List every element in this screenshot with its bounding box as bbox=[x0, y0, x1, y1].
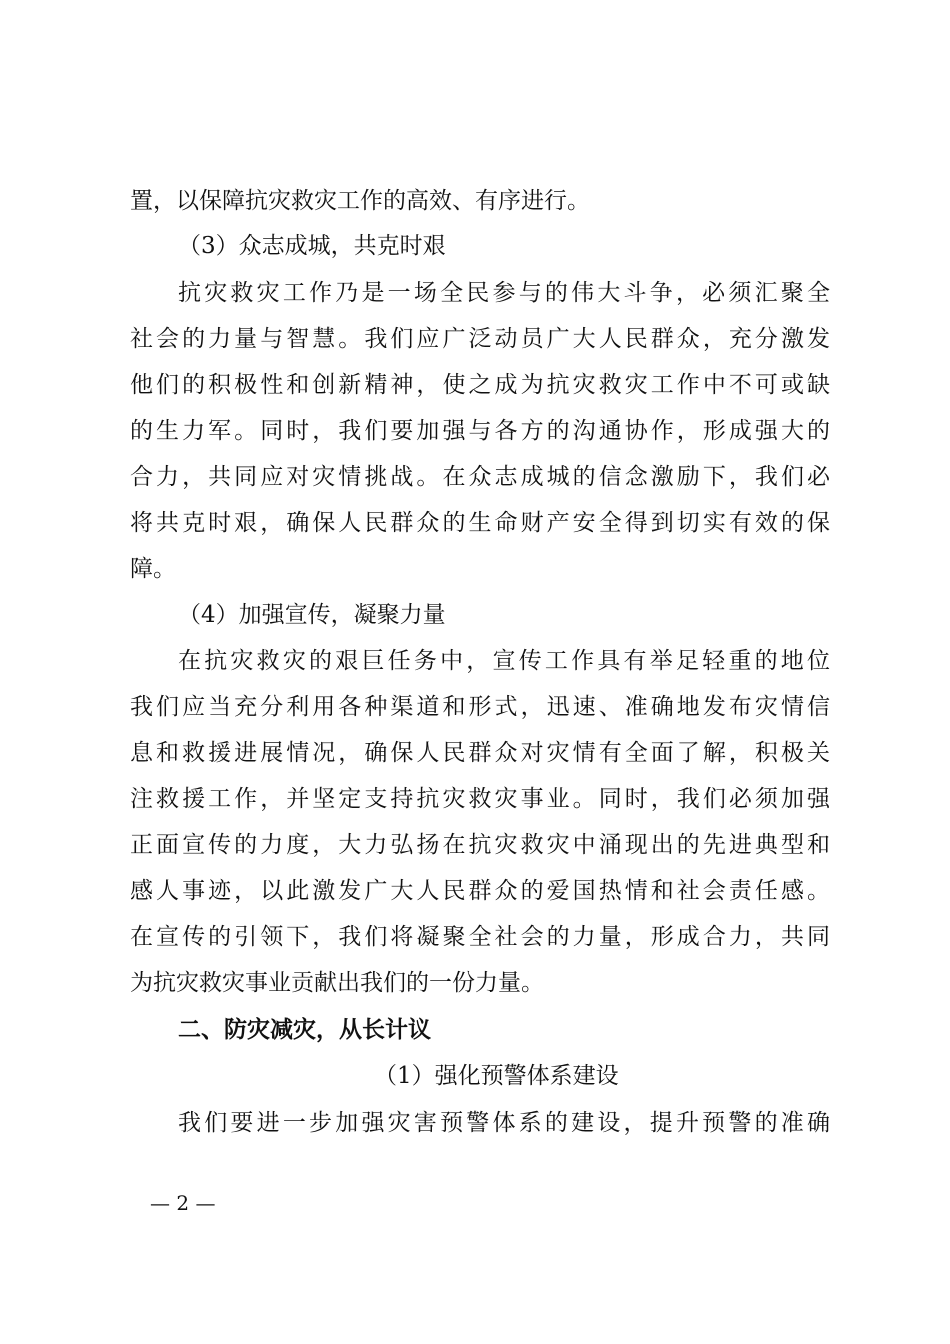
subheading-4: （4）加强宣传，凝聚力量 bbox=[178, 602, 446, 628]
paragraph-line: 社会的力量与智慧。我们应广泛动员广大人民群众，充分激发 bbox=[130, 326, 830, 352]
paragraph-line: 为抗灾救灾事业贡献出我们的一份力量。 bbox=[130, 970, 544, 996]
section-heading: 二、防灾减灾，从长计议 bbox=[178, 1017, 431, 1043]
paragraph-line: 在抗灾救灾的艰巨任务中，宣传工作具有举足轻重的地位 bbox=[178, 648, 830, 674]
paragraph-line: 合力，共同应对灾情挑战。在众志成城的信念激励下，我们必 bbox=[130, 464, 830, 490]
paragraph-line: 他们的积极性和创新精神，使之成为抗灾救灾工作中不可或缺 bbox=[130, 372, 830, 398]
page-number: — 2 — bbox=[150, 1191, 216, 1215]
paragraph-line: 的生力军。同时，我们要加强与各方的沟通协作，形成强大的 bbox=[130, 418, 830, 444]
paragraph-line: 感人事迹，以此激发广大人民群众的爱国热情和社会责任感。 bbox=[130, 878, 830, 904]
subheading-3: （3）众志成城，共克时艰 bbox=[178, 233, 446, 259]
paragraph-line: 障。 bbox=[130, 556, 176, 582]
paragraph-line: 抗灾救灾工作乃是一场全民参与的伟大斗争，必须汇聚全 bbox=[178, 280, 830, 306]
paragraph-line: 将共克时艰，确保人民群众的生命财产安全得到切实有效的保 bbox=[130, 510, 830, 536]
paragraph-line: 置，以保障抗灾救灾工作的高效、有序进行。 bbox=[130, 188, 590, 214]
paragraph-line: 我们要进一步加强灾害预警体系的建设，提升预警的准确 bbox=[178, 1110, 830, 1136]
paragraph-line: 在宣传的引领下，我们将凝聚全社会的力量，形成合力，共同 bbox=[130, 924, 830, 950]
subheading-1: （1）强化预警体系建设 bbox=[374, 1063, 619, 1089]
paragraph-line: 正面宣传的力度，大力弘扬在抗灾救灾中涌现出的先进典型和 bbox=[130, 832, 830, 858]
paragraph-line: 息和救援进展情况，确保人民群众对灾情有全面了解，积极关 bbox=[130, 740, 830, 766]
paragraph-line: 我们应当充分利用各种渠道和形式，迅速、准确地发布灾情信 bbox=[130, 694, 830, 720]
paragraph-line: 注救援工作，并坚定支持抗灾救灾事业。同时，我们必须加强 bbox=[130, 786, 830, 812]
